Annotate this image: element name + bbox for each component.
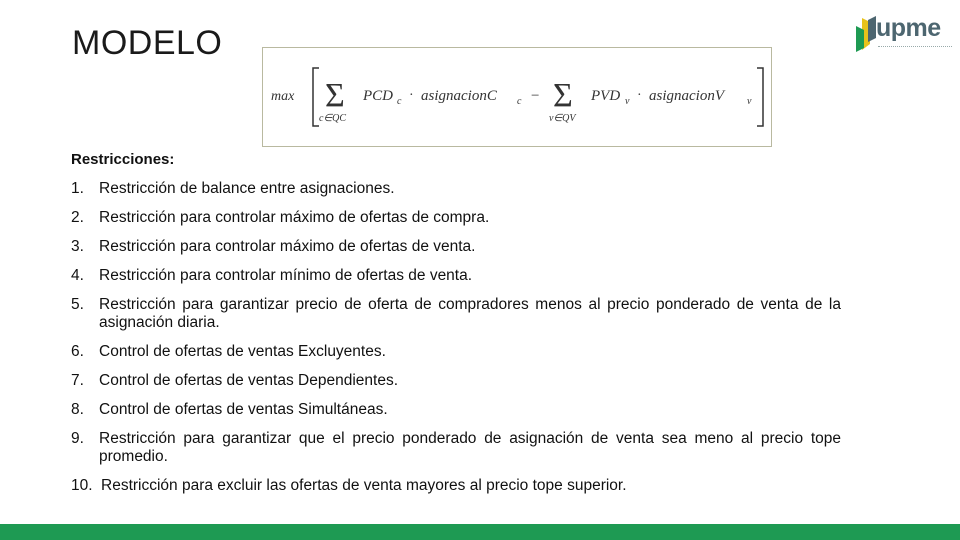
list-item [71,477,841,495]
list-text: Restricción para controlar máximo de ofertas de venta. [99,238,476,255]
list-number: 10. [71,477,93,494]
sum-symbol-1: Σ [325,77,345,114]
sum2-subscript: v∈QV [549,113,576,124]
list-item [71,267,841,285]
list-number: 5. [71,296,84,313]
list-number: 9. [71,430,84,447]
list-text: Restricción para garantizar precio de oferta de compradores menos al precio ponderado de venta de la asignación diaria. [99,296,841,331]
term-asignacion-v-sub: v [747,96,752,107]
list-text: Control de ofertas de ventas Excluyentes. [99,343,386,360]
list-number: 4. [71,267,84,284]
list-number: 2. [71,209,84,226]
list-text: Restricción de balance entre asignaciones. [99,180,395,197]
term-pcd: PCD [363,88,393,104]
term-pvd: PVD [591,88,621,104]
list-text: Restricción para garantizar que el precio ponderado de asignación de venta sea meno al precio tope promedio. [99,430,841,465]
list-text: Restricción para controlar mínimo de ofertas de venta. [99,267,473,284]
list-item [71,401,841,419]
list-item [71,238,841,256]
list-number: 3. [71,238,84,255]
restrictions-list [71,180,841,506]
list-item [71,180,841,198]
list-text: Restricción para controlar máximo de ofertas de compra. [99,209,490,226]
right-bracket [757,68,763,126]
upme-emblem-icon [856,14,878,54]
list-item [71,296,841,332]
list-item [71,209,841,227]
list-number: 7. [71,372,84,389]
logo-tagline-line [878,46,952,50]
list-item [71,343,841,361]
list-item [71,372,841,390]
sum1-subscript: c∈QC [319,113,347,124]
bottom-accent-bar [0,524,960,540]
list-item [71,430,841,466]
list-number: 6. [71,343,84,360]
restrictions-heading: Restricciones: [71,151,175,168]
list-text: Control de ofertas de ventas Simultáneas. [99,401,388,418]
term-pvd-sub: v [625,96,630,107]
slide-title: MODELO [72,24,223,62]
term-pcd-sub: c [397,96,402,107]
dot-1: · [409,88,414,103]
objective-formula [262,47,772,147]
minus-sign: − [531,88,540,104]
list-number: 8. [71,401,84,418]
term-asignacion-v: asignacionV [649,88,724,104]
list-number: 1. [71,180,84,197]
logo-text: upme [876,14,941,42]
dot-2: · [637,88,642,103]
formula-max: max [271,89,295,104]
term-asignacion-c: asignacionC [421,88,497,104]
list-text: Control de ofertas de ventas Dependientes. [99,372,398,389]
upme-logo [856,14,952,54]
sum-symbol-2: Σ [553,77,573,114]
list-text: Restricción para excluir las ofertas de venta mayores al precio tope superior. [101,477,627,494]
term-asignacion-c-sub: c [517,96,522,107]
